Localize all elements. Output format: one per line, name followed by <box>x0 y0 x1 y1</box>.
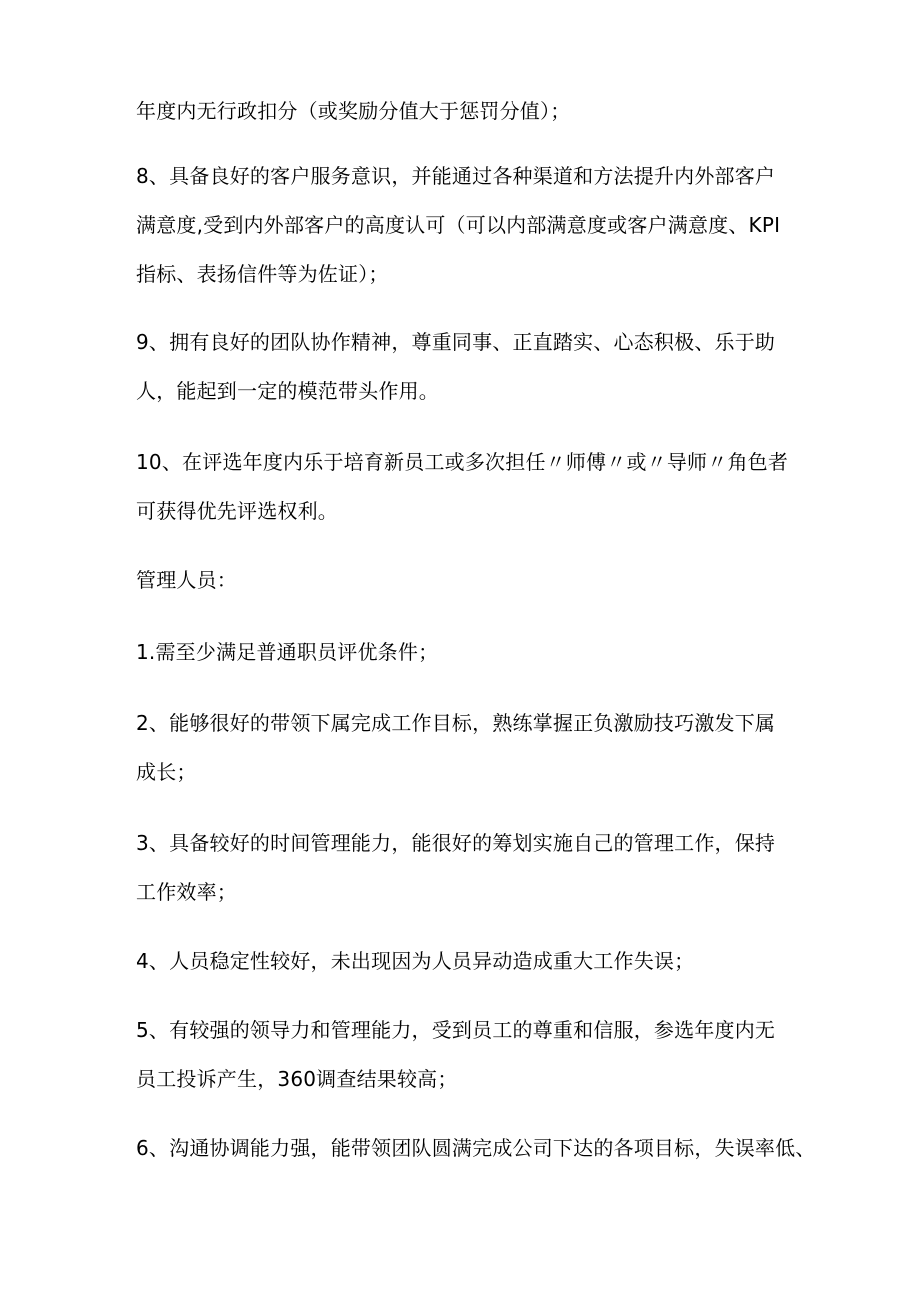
item-8-line-2: 满意度,受到内外部客户的高度认可（可以内部满意度或客户满意度、KPI <box>136 213 781 237</box>
item-8-line-1: 8、具备良好的客户服务意识，并能通过各种渠道和方法提升内外部客户 <box>136 164 776 188</box>
mgmt-item-3-line-2: 工作效率； <box>136 880 237 904</box>
mgmt-item-3-line-1: 3、具备较好的时间管理能力，能很好的筹划实施自己的管理工作，保持 <box>136 831 776 855</box>
item-9-line-1: 9、拥有良好的团队协作精神，尊重同事、正直踏实、心态积极、乐于助 <box>136 330 776 354</box>
mgmt-item-2-line-2: 成长； <box>136 760 197 784</box>
item-10-line-2: 可获得优先评选权利。 <box>136 499 338 523</box>
item-10-line-1: 10、在评选年度内乐于培育新员工或多次担任〃师傅〃或〃导师〃角色者 <box>136 450 789 474</box>
mgmt-item-5-line-2: 员工投诉产生，360调查结果较高； <box>136 1067 458 1091</box>
mgmt-item-4: 4、人员稳定性较好，未出现因为人员异动造成重大工作失误； <box>136 949 695 973</box>
section-heading-management: 管理人员： <box>136 568 237 592</box>
mgmt-item-1: 1.需至少满足普通职员评优条件； <box>136 640 439 664</box>
mgmt-item-5-line-1: 5、有较强的领导力和管理能力，受到员工的尊重和信服，参选年度内无 <box>136 1018 776 1042</box>
mgmt-item-6-line-1: 6、沟通协调能力强，能带领团队圆满完成公司下达的各项目标，失误率低、 <box>136 1136 816 1160</box>
text-line-annual-no-deduction: 年度内无行政扣分（或奖励分值大于惩罚分值）； <box>136 99 571 123</box>
mgmt-item-2-line-1: 2、能够很好的带领下属完成工作目标，熟练掌握正负激励技巧激发下属 <box>136 711 776 735</box>
item-8-line-3: 指标、表扬信件等为佐证）； <box>136 262 389 286</box>
item-9-line-2: 人，能起到一定的模范带头作用。 <box>136 379 439 403</box>
